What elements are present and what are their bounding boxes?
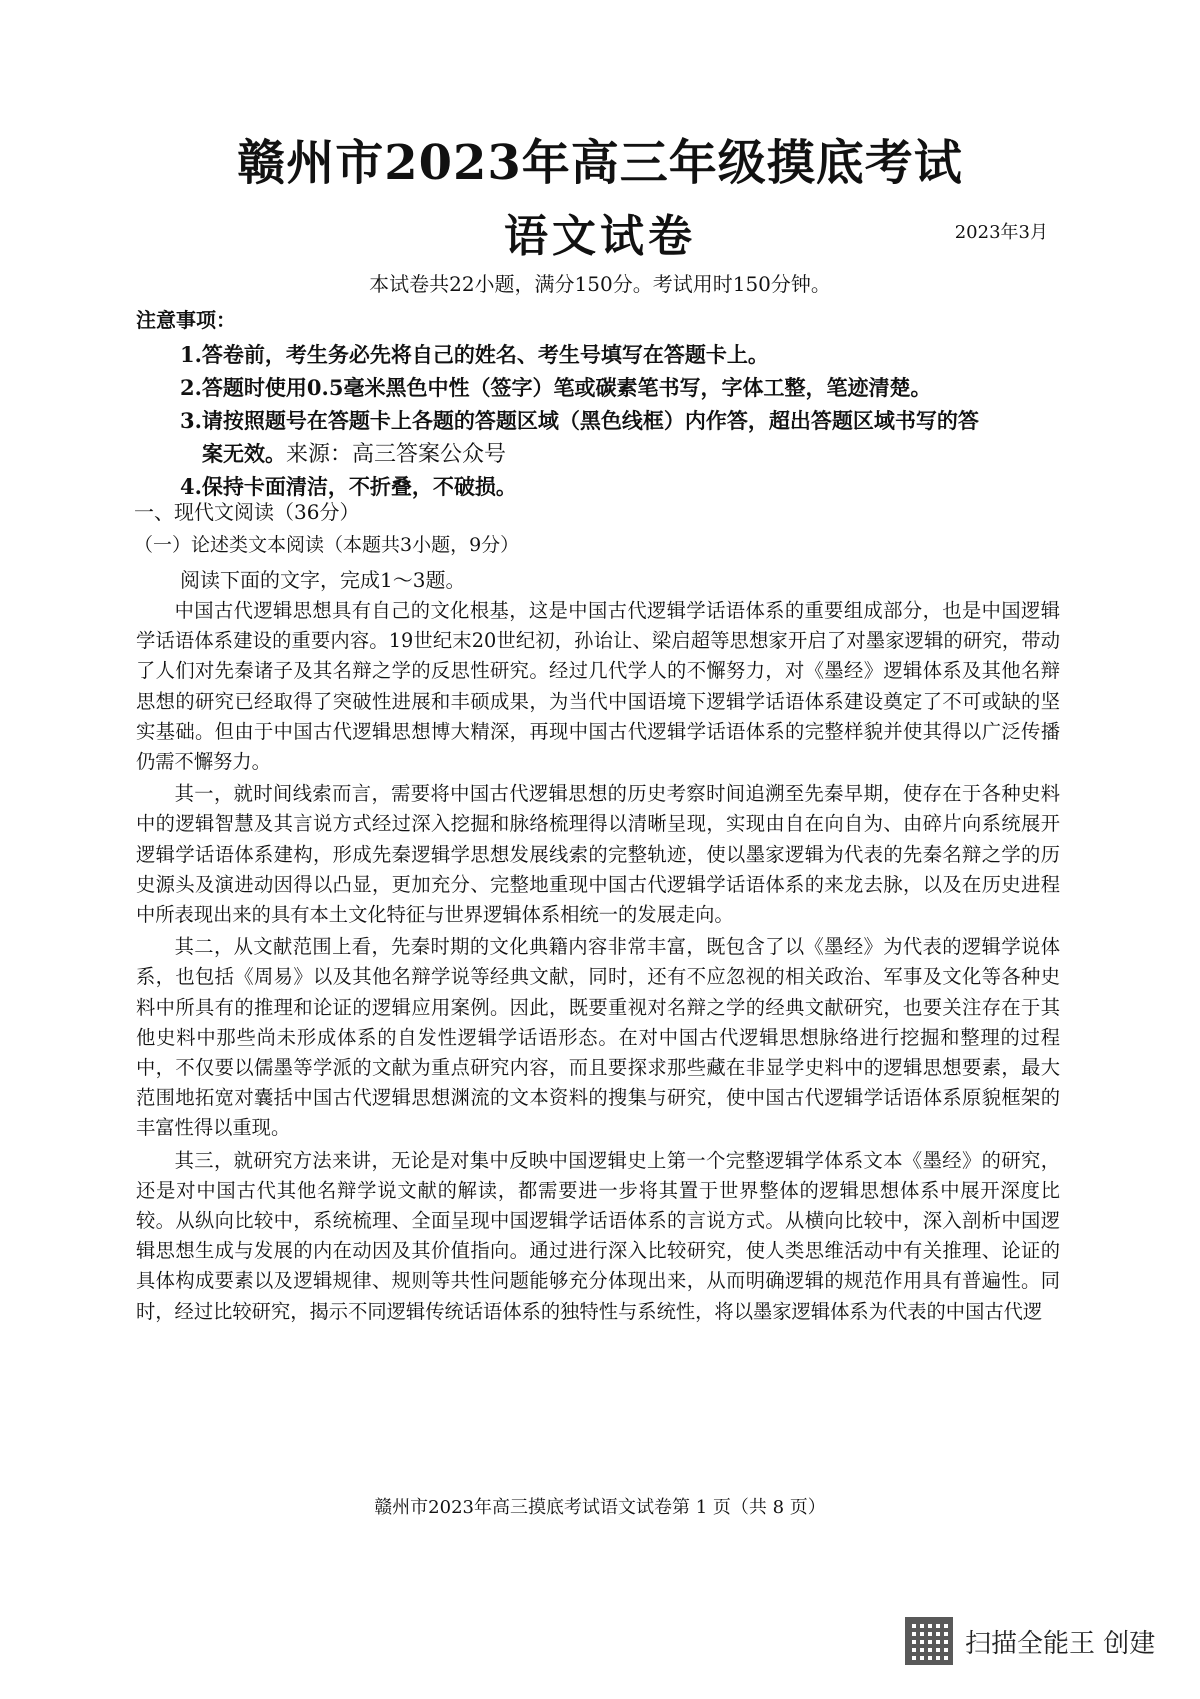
- notice-list: [180, 338, 1060, 503]
- exam-date: 2023年3月: [954, 222, 1048, 243]
- reading-instruction: 阅读下面的文字，完成1～3题。: [180, 568, 466, 592]
- notice-item: 2.答题时使用0.5毫米黑色中性（签字）笔或碳素笔书写，字体工整，笔迹清楚。: [180, 375, 932, 400]
- notice-item-continued: [180, 437, 1060, 470]
- notice-item: 4.保持卡面清洁，不折叠，不破损。: [180, 474, 517, 499]
- exam-summary: 本试卷共22小题，满分150分。考试用时150分钟。: [369, 272, 831, 296]
- notice-item: 3.请按照题号在答题卡上各题的答题区域（黑色线框）内作答，超出答题区域书写的答: [180, 408, 979, 433]
- notice-item: 1.答卷前，考生务必先将自己的姓名、考生号填写在答题卡上。: [180, 342, 769, 367]
- qr-code-icon: [905, 1617, 953, 1665]
- page-footer: 赣州市2023年高三摸底考试语文试卷第 1 页（共 8 页）: [374, 1497, 826, 1518]
- notice-heading: 注意事项：: [136, 308, 236, 332]
- exam-title: 赣州市2023年高三年级摸底考试: [237, 135, 963, 191]
- section-title: 一、现代文阅读（36分）: [134, 500, 360, 524]
- reading-passage: [136, 596, 1060, 1329]
- source-note: 来源：高三答案公众号: [286, 441, 507, 466]
- passage-paragraph: 其二，从文献范围上看，先秦时期的文化典籍内容非常丰富，既包含了以《墨经》为代表的逻辑学说体系，也包括《周易》以及其他名辩学说等经典文献，同时，还有不应忽视的相关政治、军事及文化等各种史料中所具有的推理和论证的逻辑应用案例。因此，既要重视对名辩之学的经典文献研究，也要关注存在于其他史料中那些尚未形成体系的自发性逻辑学话语形态。在对中国古代逻辑思想脉络进行挖掘和整理的过程中，不仅要以儒墨等学派的文献为重点研究内容，而且要探求那些藏在非显学史料中的逻辑思想要素，最大范围地拓宽对囊括中国古代逻辑思想渊流的文本资料的搜集与研究，使中国古代逻辑学话语体系原貌框架的丰富性得以重现。: [136, 935, 1060, 1140]
- scanner-watermark: 扫描全能王 创建: [965, 1629, 1156, 1659]
- passage-paragraph: 其三，就研究方法来讲，无论是对集中反映中国逻辑史上第一个完整逻辑学体系文本《墨经》的研究，还是对中国古代其他名辩学说文献的解读，都需要进一步将其置于世界整体的逻辑思想体系中展开深度比较。从纵向比较中，系统梳理、全面呈现中国逻辑学话语体系的言说方式。从横向比较中，深入剖析中国逻辑思想生成与发展的内在动因及其价值指向。通过进行深入比较研究，使人类思维活动中有关推理、论证的具体构成要素以及逻辑规律、规则等共性问题能够充分体现出来，从而明确逻辑的规范作用具有普遍性。同时，经过比较研究，揭示不同逻辑传统话语体系的独特性与系统性，将以墨家逻辑体系为代表的中国古代逻: [136, 1148, 1060, 1323]
- passage-paragraph: 中国古代逻辑思想具有自己的文化根基，这是中国古代逻辑学话语体系的重要组成部分，也是中国逻辑学话语体系建设的重要内容。19世纪末20世纪初，孙诒让、梁启超等思想家开启了对墨家逻辑的研究，带动了人们对先秦诸子及其名辩之学的反思性研究。经过几代学人的不懈努力，对《墨经》逻辑体系及其他名辩思想的研究已经取得了突破性进展和丰硕成果，为当代中国语境下逻辑学话语体系建设奠定了不可或缺的坚实基础。但由于中国古代逻辑思想博大精深，再现中国古代逻辑学话语体系的完整样貌并使其得以广泛传播仍需不懈努力。: [136, 599, 1060, 774]
- exam-subtitle: 语文试卷: [504, 211, 696, 262]
- section-subtitle: （一）论述类文本阅读（本题共3小题，9分）: [134, 534, 520, 556]
- notice-item-tail: 案无效。: [202, 441, 286, 466]
- passage-paragraph: 其一，就时间线索而言，需要将中国古代逻辑思想的历史考察时间追溯至先秦早期，使存在于各种史料中的逻辑智慧及其言说方式经过深入挖掘和脉络梳理得以清晰呈现，实现由自在向自为、由碎片向系统展开逻辑学话语体系建构，形成先秦逻辑学思想发展线索的完整轨迹，使以墨家逻辑为代表的先秦名辩之学的历史源头及演进动因得以凸显，更加充分、完整地重现中国古代逻辑学话语体系的来龙去脉，以及在历史进程中所表现出来的具有本土文化特征与世界逻辑体系相统一的发展走向。: [136, 782, 1060, 927]
